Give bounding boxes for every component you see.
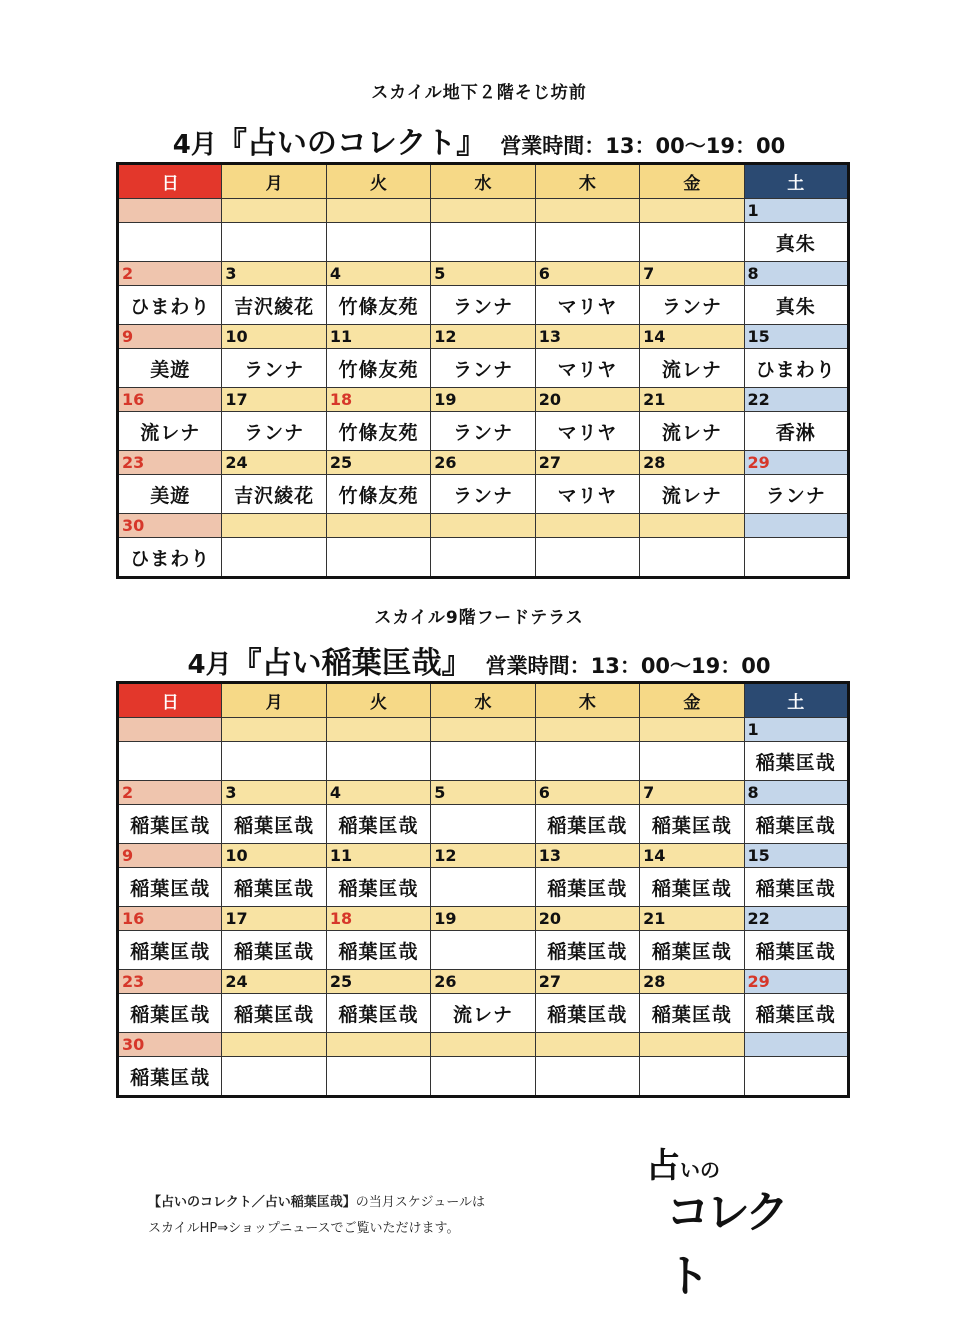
- section2-calendar: [116, 681, 850, 1098]
- reader-row: [118, 223, 849, 262]
- reader-name: ランナ: [222, 412, 326, 451]
- date-cell: 7: [640, 262, 744, 286]
- date-cell: 27: [535, 451, 639, 475]
- date-cell: [640, 718, 744, 742]
- date-row: [118, 907, 849, 931]
- empty-slot: [431, 223, 535, 262]
- reader-name: 稲葉匡哉: [535, 994, 639, 1033]
- empty-slot: [431, 931, 535, 970]
- date-cell: 3: [222, 781, 326, 805]
- date-row: [118, 1033, 849, 1057]
- date-cell: 5: [431, 781, 535, 805]
- reader-name: 稲葉匡哉: [640, 931, 744, 970]
- date-cell: 18: [326, 388, 430, 412]
- reader-name: 稲葉匡哉: [222, 868, 326, 907]
- date-cell: 30: [118, 514, 222, 538]
- date-cell: 4: [326, 781, 430, 805]
- date-cell: [535, 514, 639, 538]
- date-cell: [431, 1033, 535, 1057]
- date-cell: 21: [640, 388, 744, 412]
- date-cell: [535, 718, 639, 742]
- date-cell: [744, 1033, 848, 1057]
- reader-name: 流レナ: [640, 475, 744, 514]
- date-cell: 20: [535, 388, 639, 412]
- reader-name: ひまわり: [118, 286, 222, 325]
- section1-calendar: [116, 162, 850, 579]
- empty-slot: [222, 223, 326, 262]
- date-cell: 2: [118, 262, 222, 286]
- date-cell: [222, 514, 326, 538]
- weekday-header: 土: [744, 683, 848, 718]
- reader-name: 竹條友苑: [326, 286, 430, 325]
- weekday-header: 日: [118, 683, 222, 718]
- reader-name: 吉沢綾花: [222, 475, 326, 514]
- footer-line1: の当月スケジュールは: [355, 1195, 485, 1210]
- weekday-header: 火: [326, 164, 430, 199]
- date-cell: [744, 514, 848, 538]
- reader-name: マリヤ: [535, 286, 639, 325]
- date-cell: 29: [744, 970, 848, 994]
- reader-name: 流レナ: [640, 412, 744, 451]
- empty-slot: [535, 223, 639, 262]
- date-cell: 24: [222, 451, 326, 475]
- date-row: [118, 262, 849, 286]
- date-cell: [222, 718, 326, 742]
- section1-month: 4月: [172, 130, 217, 160]
- date-cell: 13: [535, 844, 639, 868]
- empty-slot: [431, 868, 535, 907]
- weekday-header-row: [118, 164, 849, 199]
- reader-row: [118, 412, 849, 451]
- date-cell: 12: [431, 325, 535, 349]
- weekday-header: 木: [535, 164, 639, 199]
- date-cell: 3: [222, 262, 326, 286]
- date-cell: [118, 199, 222, 223]
- reader-name: 流レナ: [118, 412, 222, 451]
- date-cell: 23: [118, 970, 222, 994]
- date-cell: 22: [744, 388, 848, 412]
- date-cell: 28: [640, 451, 744, 475]
- reader-name: ランナ: [744, 475, 848, 514]
- reader-name: 稲葉匡哉: [326, 805, 430, 844]
- date-cell: 20: [535, 907, 639, 931]
- section1-title: [0, 118, 958, 162]
- section2-month: 4月: [187, 650, 232, 680]
- reader-name: ランナ: [640, 286, 744, 325]
- date-cell: 14: [640, 844, 744, 868]
- reader-name: 稲葉匡哉: [222, 931, 326, 970]
- date-cell: [118, 718, 222, 742]
- reader-name: マリヤ: [535, 349, 639, 388]
- reader-name: 稲葉匡哉: [744, 805, 848, 844]
- date-cell: [222, 199, 326, 223]
- reader-name: 稲葉匡哉: [118, 994, 222, 1033]
- reader-name: 稲葉匡哉: [118, 868, 222, 907]
- reader-name: 吉沢綾花: [222, 286, 326, 325]
- empty-slot: [535, 1057, 639, 1097]
- reader-name: 稲葉匡哉: [326, 931, 430, 970]
- reader-name: 稲葉匡哉: [535, 868, 639, 907]
- empty-slot: [640, 742, 744, 781]
- empty-slot: [431, 538, 535, 578]
- date-row: [118, 844, 849, 868]
- date-row: [118, 388, 849, 412]
- empty-slot: [640, 538, 744, 578]
- reader-name: 香淋: [744, 412, 848, 451]
- date-row: [118, 514, 849, 538]
- date-cell: [640, 514, 744, 538]
- date-cell: [326, 1033, 430, 1057]
- section2-subtitle: スカイル9階フードテラス: [374, 608, 584, 628]
- date-cell: 8: [744, 262, 848, 286]
- weekday-header: 水: [431, 683, 535, 718]
- date-cell: 15: [744, 325, 848, 349]
- reader-name: ひまわり: [118, 538, 222, 578]
- footer-line2: スカイルHP⇒ショップニュースでご覧いただけます。: [148, 1221, 460, 1236]
- reader-name: マリヤ: [535, 475, 639, 514]
- logo-line1: 占: [646, 1146, 680, 1186]
- date-row: [118, 325, 849, 349]
- reader-name: 稲葉匡哉: [640, 868, 744, 907]
- section2-shop-name: 『占い稲葉匡哉』: [231, 646, 472, 681]
- date-cell: [640, 1033, 744, 1057]
- date-row: [118, 199, 849, 223]
- date-cell: 19: [431, 388, 535, 412]
- date-cell: [535, 199, 639, 223]
- date-cell: 22: [744, 907, 848, 931]
- date-cell: 15: [744, 844, 848, 868]
- reader-name: 稲葉匡哉: [744, 742, 848, 781]
- date-cell: 24: [222, 970, 326, 994]
- reader-name: 真朱: [744, 286, 848, 325]
- weekday-header: 水: [431, 164, 535, 199]
- date-cell: 1: [744, 718, 848, 742]
- date-row: [118, 718, 849, 742]
- reader-name: ランナ: [222, 349, 326, 388]
- weekday-header: 土: [744, 164, 848, 199]
- reader-name: 流レナ: [431, 994, 535, 1033]
- reader-name: 稲葉匡哉: [744, 994, 848, 1033]
- date-cell: 1: [744, 199, 848, 223]
- reader-name: 竹條友苑: [326, 349, 430, 388]
- reader-row: [118, 868, 849, 907]
- reader-name: 流レナ: [640, 349, 744, 388]
- weekday-header: 日: [118, 164, 222, 199]
- reader-name: ランナ: [431, 475, 535, 514]
- date-cell: 21: [640, 907, 744, 931]
- empty-slot: [535, 742, 639, 781]
- weekday-header: 金: [640, 164, 744, 199]
- date-cell: 17: [222, 907, 326, 931]
- date-cell: [326, 718, 430, 742]
- weekday-header-row: [118, 683, 849, 718]
- date-cell: [535, 1033, 639, 1057]
- date-row: [118, 451, 849, 475]
- date-cell: [326, 514, 430, 538]
- date-cell: 14: [640, 325, 744, 349]
- date-cell: 25: [326, 451, 430, 475]
- weekday-header: 火: [326, 683, 430, 718]
- reader-name: 稲葉匡哉: [222, 994, 326, 1033]
- reader-name: 真朱: [744, 223, 848, 262]
- date-cell: 30: [118, 1033, 222, 1057]
- section1-shop-name: 『占いのコレクト』: [216, 126, 487, 161]
- weekday-header: 月: [222, 164, 326, 199]
- reader-name: ランナ: [431, 349, 535, 388]
- date-cell: 25: [326, 970, 430, 994]
- reader-row: [118, 538, 849, 578]
- reader-name: 竹條友苑: [326, 412, 430, 451]
- empty-slot: [326, 1057, 430, 1097]
- empty-slot: [744, 538, 848, 578]
- reader-name: 稲葉匡哉: [744, 931, 848, 970]
- date-cell: 17: [222, 388, 326, 412]
- date-cell: 5: [431, 262, 535, 286]
- empty-slot: [640, 1057, 744, 1097]
- date-cell: 11: [326, 844, 430, 868]
- date-cell: [431, 718, 535, 742]
- reader-name: ランナ: [431, 286, 535, 325]
- date-cell: 16: [118, 388, 222, 412]
- date-cell: 12: [431, 844, 535, 868]
- date-cell: 28: [640, 970, 744, 994]
- section2-hours: 営業時間：13：00〜19：00: [485, 654, 771, 678]
- date-cell: 9: [118, 844, 222, 868]
- reader-name: 竹條友苑: [326, 475, 430, 514]
- reader-name: 稲葉匡哉: [222, 805, 326, 844]
- empty-slot: [744, 1057, 848, 1097]
- empty-slot: [326, 538, 430, 578]
- date-cell: 6: [535, 262, 639, 286]
- empty-slot: [118, 742, 222, 781]
- reader-row: [118, 286, 849, 325]
- reader-row: [118, 994, 849, 1033]
- reader-name: マリヤ: [535, 412, 639, 451]
- date-row: [118, 781, 849, 805]
- date-cell: 13: [535, 325, 639, 349]
- date-cell: [640, 199, 744, 223]
- date-cell: 27: [535, 970, 639, 994]
- section1-subtitle: スカイル地下２階そじ坊前: [371, 83, 587, 103]
- reader-row: [118, 805, 849, 844]
- date-cell: [326, 199, 430, 223]
- reader-row: [118, 742, 849, 781]
- date-cell: 26: [431, 970, 535, 994]
- empty-slot: [431, 742, 535, 781]
- date-cell: 10: [222, 325, 326, 349]
- reader-row: [118, 349, 849, 388]
- footer-note: [148, 1190, 485, 1242]
- reader-name: 稲葉匡哉: [326, 994, 430, 1033]
- date-cell: 19: [431, 907, 535, 931]
- reader-name: 稲葉匡哉: [640, 994, 744, 1033]
- date-cell: 2: [118, 781, 222, 805]
- date-cell: 16: [118, 907, 222, 931]
- collect-logo: [646, 1138, 816, 1302]
- date-cell: 26: [431, 451, 535, 475]
- date-cell: 8: [744, 781, 848, 805]
- empty-slot: [222, 538, 326, 578]
- empty-slot: [118, 223, 222, 262]
- empty-slot: [326, 742, 430, 781]
- date-cell: [222, 1033, 326, 1057]
- weekday-header: 木: [535, 683, 639, 718]
- date-cell: 9: [118, 325, 222, 349]
- empty-slot: [640, 223, 744, 262]
- footer-bold: 【占いのコレクト／占い稲葉匡哉】: [148, 1195, 356, 1210]
- logo-line2: コレクト: [666, 1187, 786, 1302]
- section1-hours: 営業時間：13：00〜19：00: [500, 134, 786, 158]
- empty-slot: [222, 1057, 326, 1097]
- reader-name: 稲葉匡哉: [640, 805, 744, 844]
- reader-name: 美遊: [118, 349, 222, 388]
- reader-row: [118, 1057, 849, 1097]
- reader-name: ひまわり: [744, 349, 848, 388]
- empty-slot: [222, 742, 326, 781]
- weekday-header: 月: [222, 683, 326, 718]
- section2-title: [0, 638, 958, 682]
- reader-name: 稲葉匡哉: [118, 931, 222, 970]
- date-cell: 11: [326, 325, 430, 349]
- date-cell: 29: [744, 451, 848, 475]
- reader-name: 稲葉匡哉: [535, 931, 639, 970]
- date-cell: [431, 199, 535, 223]
- reader-name: 稲葉匡哉: [744, 868, 848, 907]
- reader-name: 稲葉匡哉: [118, 1057, 222, 1097]
- date-row: [118, 970, 849, 994]
- date-cell: 10: [222, 844, 326, 868]
- date-cell: 4: [326, 262, 430, 286]
- empty-slot: [535, 538, 639, 578]
- weekday-header: 金: [640, 683, 744, 718]
- reader-name: ランナ: [431, 412, 535, 451]
- reader-name: 稲葉匡哉: [118, 805, 222, 844]
- date-cell: 18: [326, 907, 430, 931]
- date-cell: 6: [535, 781, 639, 805]
- reader-name: 稲葉匡哉: [326, 868, 430, 907]
- reader-name: 稲葉匡哉: [535, 805, 639, 844]
- reader-name: 美遊: [118, 475, 222, 514]
- empty-slot: [431, 1057, 535, 1097]
- empty-slot: [431, 805, 535, 844]
- reader-row: [118, 475, 849, 514]
- logo-line1-small: いの: [680, 1158, 720, 1182]
- date-cell: 23: [118, 451, 222, 475]
- reader-row: [118, 931, 849, 970]
- empty-slot: [326, 223, 430, 262]
- date-cell: 7: [640, 781, 744, 805]
- date-cell: [431, 514, 535, 538]
